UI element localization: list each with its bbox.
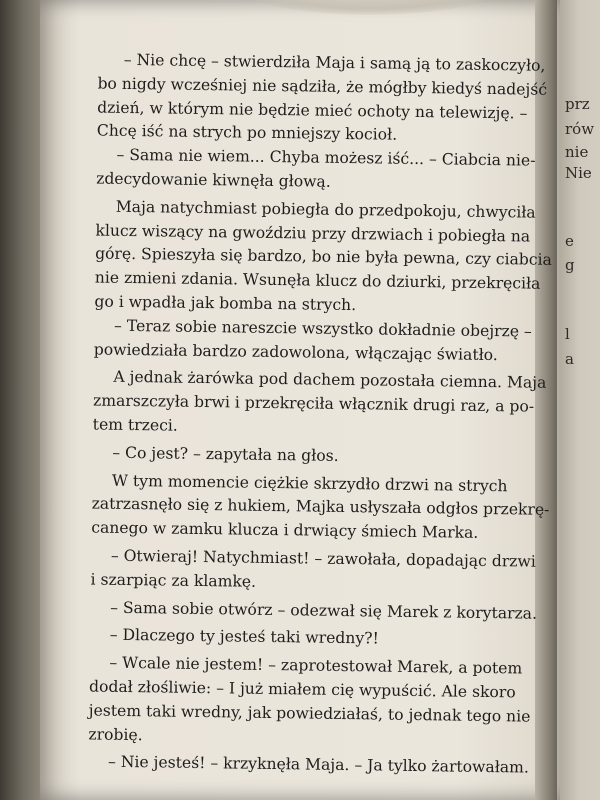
next-page-fragment: Nie	[565, 164, 592, 182]
text-line: jestem taki wredny, jak powiedziałaś, to jednak tego nie	[88, 701, 531, 726]
text-line: bo nigdy wcześniej nie sądziła, że mógłby kiedyś nadejść	[97, 74, 548, 99]
text-line: zmarszczyła brwi i przekręciła włącznik drugi raz, a po-	[92, 391, 535, 416]
text-line: i szarpiąc za klamkę.	[90, 570, 257, 591]
text-line: zrobię.	[88, 724, 143, 744]
text-line: dzień, w którym nie będzie mieć ochoty na telewizję. –	[97, 98, 528, 123]
text-line: – Otwieraj! Natychmiast! – zawołała, dopadając drzwi	[110, 546, 536, 571]
text-line: Maja natychmiast pobiegła do przedpokoju, chwyciła	[115, 197, 536, 222]
next-page-fragment: l	[565, 325, 570, 343]
text-line: klucz wiszący na gwoździu przy drzwiach i pobiegła na	[95, 221, 531, 246]
text-line: Chcę iść na strych po mniejszy kocioł.	[96, 121, 398, 145]
text-line: – Sama nie wiem... Chyba możesz iść... – Ciabcia nie-	[116, 145, 536, 170]
text-line: nie zmieni zdania. Wsunęła klucz do dziurki, przekręciła	[94, 268, 541, 293]
next-page-fragment: e	[565, 232, 574, 250]
next-page-fragment: nie	[565, 143, 589, 161]
next-page-fragment: rów	[565, 120, 595, 138]
next-page-fragment: prz	[565, 95, 590, 113]
text-line: tem trzeci.	[92, 415, 178, 435]
text-line: zdecydowanie kiwnęła głową.	[96, 169, 331, 191]
text-line: canego w zamku klucza i drwiący śmiech Marka.	[91, 518, 479, 542]
text-line: – Teraz sobie nareszcie wszystko dokładnie obejrzę –	[114, 316, 532, 341]
text-line: górę. Spieszyła się bardzo, bo nie była pewna, czy ciabcia	[95, 244, 552, 270]
next-page-fragment: a	[565, 350, 574, 368]
text-line: – Nie jesteś! – krzyknęła Maja. – Ja tylko żartowałam.	[107, 753, 529, 777]
text-line: – Wcale nie jestem! – zaprotestował Marek, a potem	[109, 653, 523, 678]
text-line: powiedziała bardzo zadowolona, włączając światło.	[93, 340, 498, 364]
text-line: – Dlaczego ty jesteś taki wredny?!	[109, 626, 379, 648]
text-line: – Sama sobie otwórz – odezwał się Marek z korytarza.	[110, 598, 538, 623]
text-line: go i wpadła jak bomba na strych.	[94, 292, 357, 315]
text-line: W tym momencie ciężkie skrzydło drzwi na strych	[111, 471, 508, 495]
page-text	[52, 48, 552, 781]
text-line: zatrzasnęło się z hukiem, Majka usłyszała odgłos przekrę-	[91, 494, 550, 520]
next-page-fragment: g	[565, 256, 575, 274]
text-line: – Co jest? – zapytała na głos.	[112, 443, 339, 465]
text-line: A jednak żarówka pod dachem pozostała ciemna. Maja	[113, 368, 547, 393]
text-line: – Nie chcę – stwierdziła Maja i samą ją to zaskoczyło,	[123, 50, 546, 75]
text-line: dodał złośliwie: – I już miałem cię wypuścić. Ale skoro	[88, 677, 516, 702]
